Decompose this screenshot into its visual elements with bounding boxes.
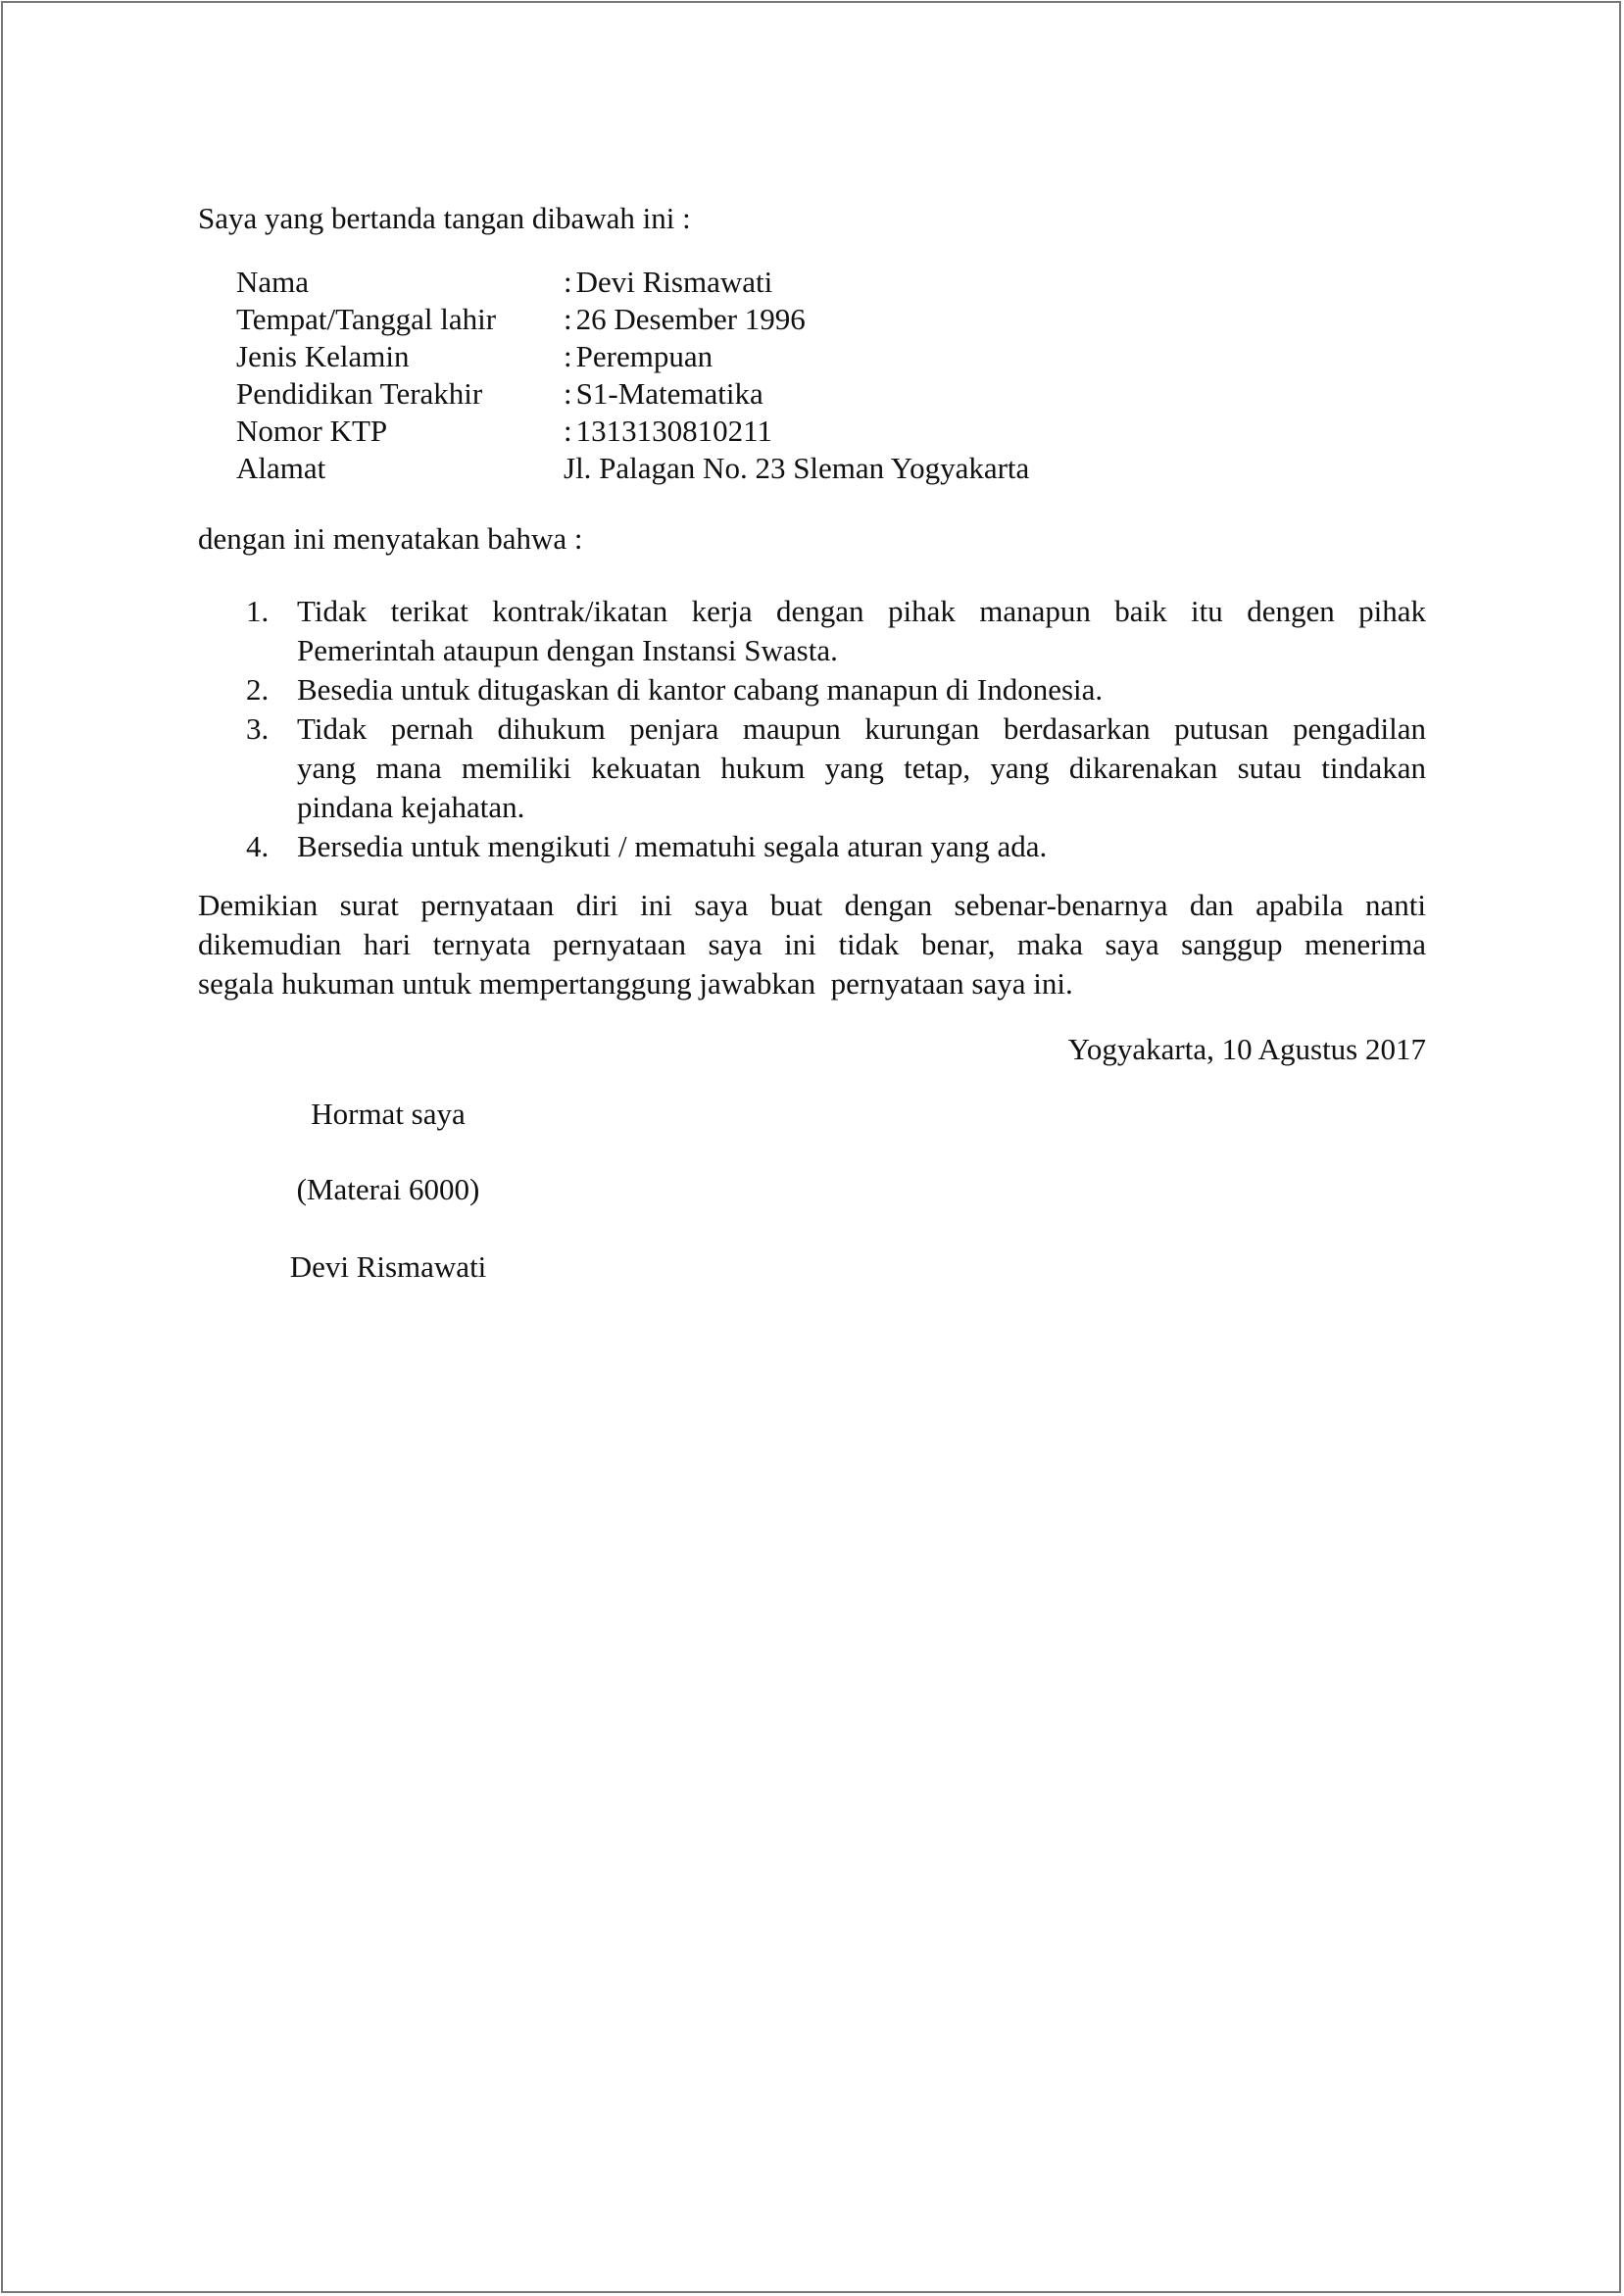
closing-line: Demikian surat pernyataan diri ini saya buat dengan sebenar-benarnya dan apabila nanti — [198, 888, 1426, 922]
statement-number: 4. — [246, 829, 270, 863]
statement-text — [297, 593, 1426, 671]
statement-line: Bersedia untuk mengikuti / mematuhi segala aturan yang ada. — [297, 829, 1048, 863]
field-value-wrap — [564, 375, 763, 413]
field-value-wrap — [564, 301, 806, 338]
field-value: S1-Matematika — [575, 376, 763, 411]
statement-number: 3. — [246, 711, 270, 746]
field-value: Perempuan — [575, 339, 714, 373]
statement-line: yang mana memiliki kekuatan hukum yang tetap, yang dikarenakan sutau tindakan — [297, 751, 1426, 785]
field-label: Nama — [236, 265, 310, 299]
stamp-duty-label: (Materai 6000) — [296, 1172, 480, 1206]
statement-line: Pemerintah ataupun dengan Instansi Swasta. — [297, 633, 838, 667]
statement-line: Tidak pernah dihukum penjara maupun kurungan berdasarkan putusan pengadilan — [297, 711, 1426, 746]
field-label: Jenis Kelamin — [236, 339, 410, 373]
field-separator: : — [564, 376, 572, 411]
field-value: Jl. Palagan No. 23 Sleman Yogyakarta — [564, 451, 1030, 485]
signature-greeting: Hormat saya — [311, 1097, 466, 1131]
field-label: Tempat/Tanggal lahir — [236, 302, 497, 336]
signatory-name: Devi Rismawati — [289, 1249, 487, 1284]
field-value: 1313130810211 — [575, 414, 772, 448]
closing-paragraph — [198, 887, 1426, 1004]
closing-line: dikemudian hari ternyata pernyataan saya ini tidak benar, maka saya sanggup menerima — [198, 927, 1426, 961]
statement-line: pindana kejahatan. — [297, 790, 525, 824]
statement-number: 2. — [246, 672, 270, 707]
place-date: Yogyakarta, 10 Agustus 2017 — [1067, 1032, 1426, 1066]
field-value-wrap — [564, 264, 772, 301]
field-separator: : — [564, 414, 572, 448]
field-label: Nomor KTP — [236, 414, 388, 448]
field-value-wrap — [564, 413, 772, 450]
intro-text: Saya yang bertanda tangan dibawah ini : — [198, 201, 691, 235]
closing-line: segala hukuman untuk mempertanggung jawabkan pernyataan saya ini. — [198, 966, 1073, 1001]
statement-line: Besedia untuk ditugaskan di kantor cabang manapun di Indonesia. — [297, 672, 1104, 707]
field-label: Pendidikan Terakhir — [236, 376, 483, 411]
statement-text — [297, 671, 1426, 710]
statement-line: Tidak terikat kontrak/ikatan kerja dengan pihak manapun baik itu dengen pihak — [297, 594, 1426, 628]
field-value-wrap — [564, 450, 1029, 487]
field-value: Devi Rismawati — [575, 265, 773, 299]
field-separator: : — [564, 302, 572, 336]
statement-number: 1. — [246, 594, 270, 628]
statement-text — [297, 828, 1426, 867]
field-value: 26 Desember 1996 — [575, 302, 806, 336]
field-label: Alamat — [236, 451, 326, 485]
field-separator: : — [564, 339, 572, 373]
field-value-wrap — [564, 338, 713, 375]
statement-text — [297, 710, 1426, 828]
declaration-intro: dengan ini menyatakan bahwa : — [198, 521, 583, 556]
field-separator: : — [564, 265, 572, 299]
